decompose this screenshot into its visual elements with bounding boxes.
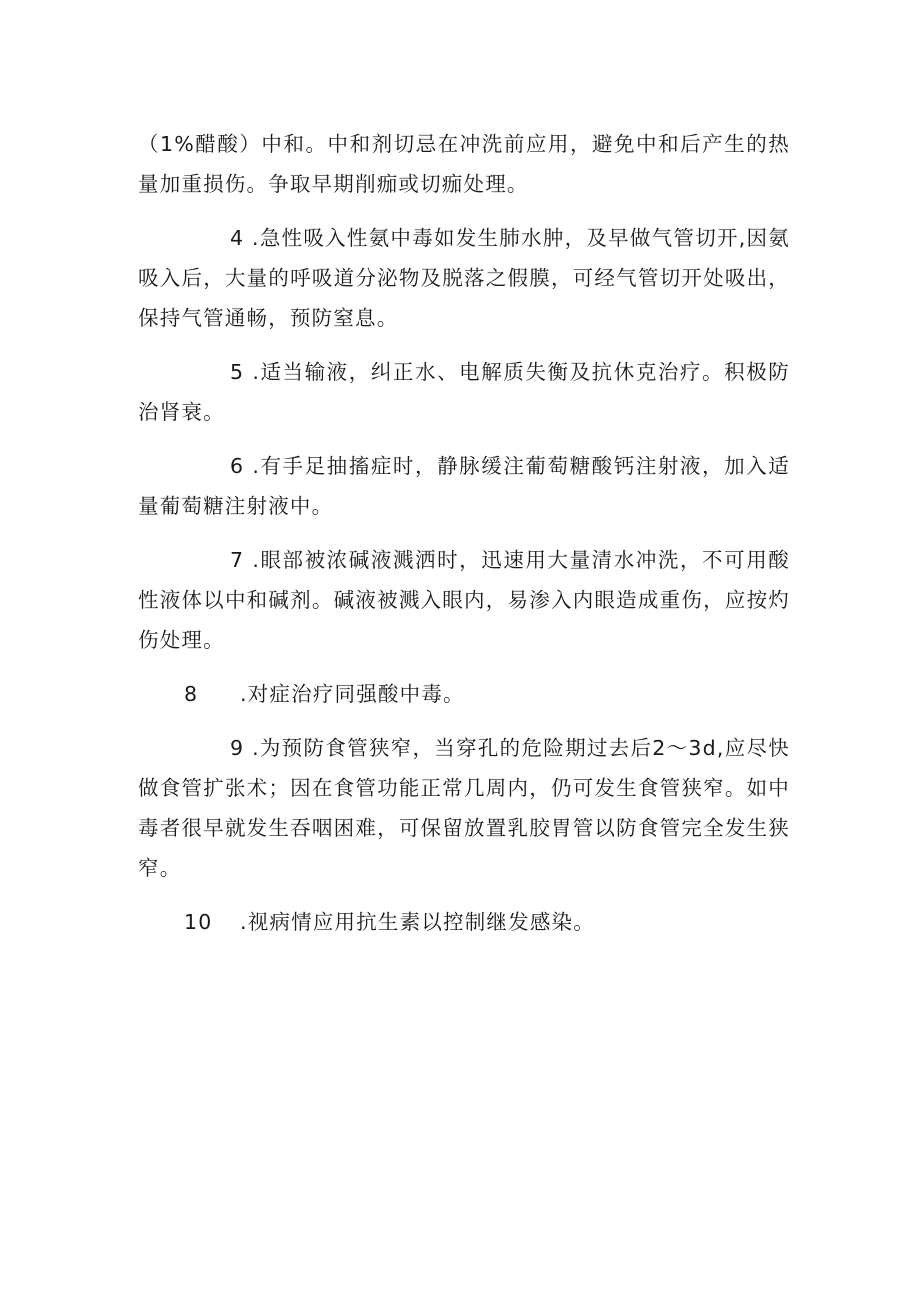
paragraph-text: （1%醋酸）中和。中和剂切忌在冲洗前应用，避免中和后产生的热量加重损伤。争取早期削痂或切痂处理。 — [138, 132, 790, 196]
paragraph-item-8 — [138, 674, 790, 714]
paragraph-item-7 — [138, 540, 790, 660]
paragraph-text: .急性吸入性氨中毒如发生肺水肿，及早做气管切开,因氨吸入后，大量的呼吸道分泌物及脱落之假膜，可经气管切开处吸出，保持气管通畅，预防窒息。 — [138, 226, 790, 330]
item-number: 5 — [230, 360, 245, 384]
paragraph-text: .对症治疗同强酸中毒。 — [240, 682, 465, 706]
paragraph-text: .为预防食管狭窄，当穿孔的危险期过去后2～3d,应尽快做食管扩张术；因在食管功能正常几周内，仍可发生食管狭窄。如中毒者很早就发生吞咽困难，可保留放置乳胶胃管以防食管完全发生狭窄。 — [138, 736, 790, 880]
paragraph-item-4 — [138, 218, 790, 338]
paragraph-text: .视病情应用抗生素以控制继发感染。 — [240, 910, 595, 934]
paragraph-item-9 — [138, 728, 790, 888]
item-number: 6 — [230, 454, 245, 478]
item-number: 10 — [184, 910, 213, 934]
paragraph-item-6 — [138, 446, 790, 526]
item-number: 8 — [184, 682, 199, 706]
document-body — [138, 124, 790, 956]
paragraph-item-5 — [138, 352, 790, 432]
paragraph-text: .眼部被浓碱液溅洒时，迅速用大量清水冲洗，不可用酸性液体以中和碱剂。碱液被溅入眼内，易渗入内眼造成重伤，应按灼伤处理。 — [138, 548, 790, 652]
item-number: 7 — [230, 548, 245, 572]
paragraph-text: .适当输液，纠正水、电解质失衡及抗休克治疗。积极防治肾衰。 — [138, 360, 790, 424]
paragraph-continuation — [138, 124, 790, 204]
paragraph-item-10 — [138, 902, 790, 942]
item-number: 4 — [230, 226, 245, 250]
paragraph-text: .有手足抽搐症时，静脉缓注葡萄糖酸钙注射液，加入适量葡萄糖注射液中。 — [138, 454, 790, 518]
item-number: 9 — [230, 736, 245, 760]
